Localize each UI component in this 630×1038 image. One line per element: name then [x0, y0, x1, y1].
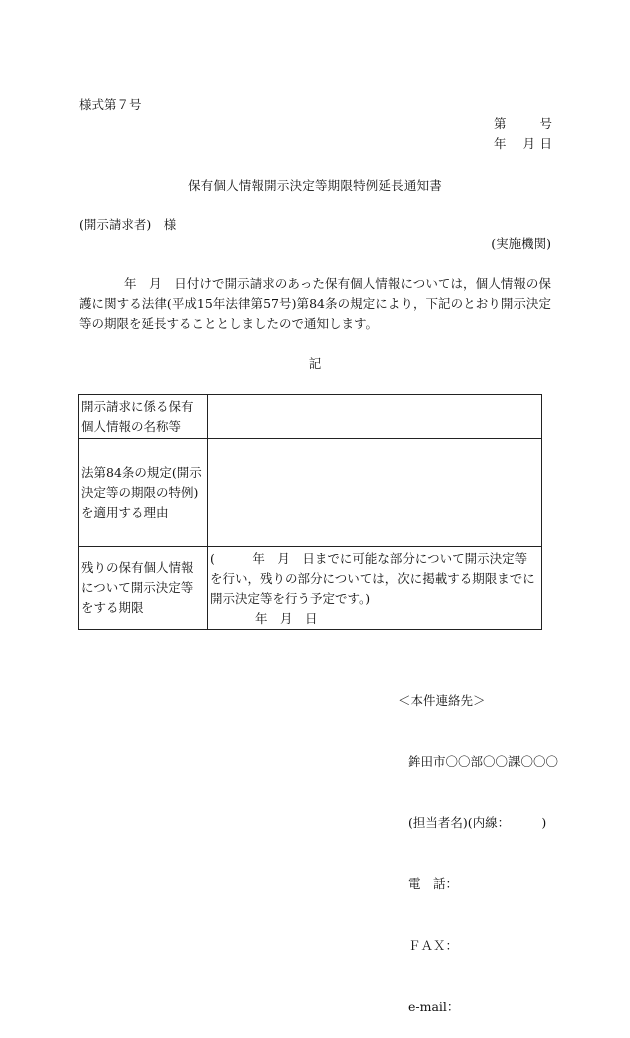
row-value-reason: [208, 439, 542, 547]
document-number-prefix: 第: [494, 116, 507, 131]
table-row: [79, 547, 542, 630]
issuing-agency: (実施機関): [491, 236, 551, 251]
table-row: [79, 395, 542, 439]
document-title: 保有個人情報開示決定等期限特例延長通知書: [187, 178, 442, 193]
row-value-deadline: [208, 547, 542, 630]
contact-fax: ＦＡＸ：: [408, 937, 459, 953]
details-table: [78, 394, 542, 630]
date-year: 年: [494, 136, 507, 151]
document-number: [494, 116, 552, 131]
row-label-deadline: 残りの保有個人情報について開示決定等をする期限: [79, 547, 208, 630]
document-date: [494, 136, 552, 151]
date-day: 日: [539, 136, 552, 151]
deadline-note: ( 年 月 日までに可能な部分について開示決定等を行い，残りの部分については，次に掲載する期限までに開示決定等を行う予定です。): [210, 551, 535, 606]
recipient: (開示請求者) 様: [79, 217, 177, 232]
table-row: [79, 439, 542, 547]
contact-email: e-mail：: [408, 998, 460, 1014]
ki-heading: 記: [308, 356, 322, 371]
contact-phone: 電 話：: [408, 876, 459, 892]
deadline-date: 年 月 日: [255, 611, 318, 626]
row-label-reason: 法第84条の規定(開示決定等の期限の特例)を適用する理由: [79, 439, 208, 547]
row-value-document-name: [208, 395, 542, 439]
contact-person: (担当者名)(内線： ): [408, 815, 547, 831]
document-number-suffix: 号: [539, 116, 552, 131]
row-label-document-name: 開示請求に係る保有個人情報の名称等: [79, 395, 208, 439]
contact-department: 鉾田市〇〇部〇〇課〇〇〇: [408, 754, 559, 770]
form-number: 様式第７号: [79, 97, 142, 112]
date-month: 月: [522, 136, 536, 151]
contact-heading: ＜本件連絡先＞: [398, 692, 486, 708]
contact-block: [398, 650, 558, 1038]
notice-body: 年 月 日付けで開示請求のあった保有個人情報については，個人情報の保護に関する法律(平成15年法律第57号)第84条の規定により，下記のとおり開示決定等の期限を延長することとしましたので通知します。: [79, 276, 551, 331]
